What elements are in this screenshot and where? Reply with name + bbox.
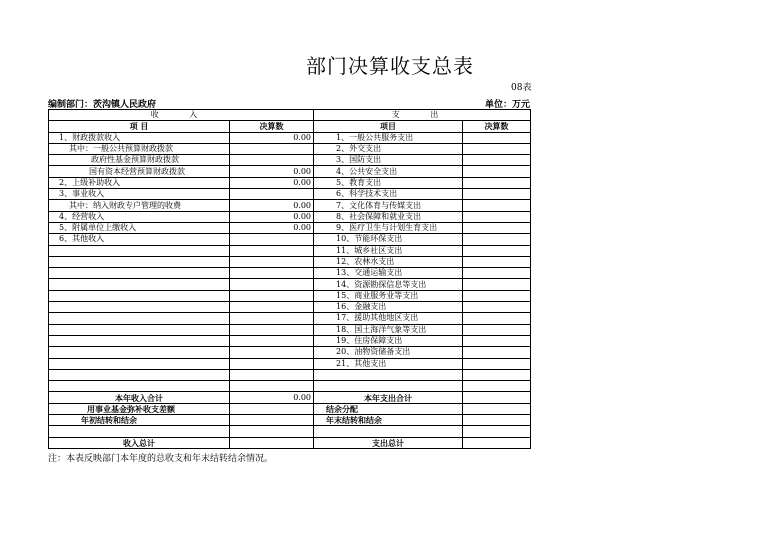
income-amount-cell: [230, 143, 314, 154]
expense-sum-label: 支出总计: [314, 437, 463, 448]
section-expense: 支 出: [314, 110, 531, 121]
income-item-cell: 国有资本经营预算财政拨款: [49, 166, 230, 177]
expense-item-cell: 13、交通运输支出: [314, 268, 463, 279]
expense-item-cell: 7、文化体育与传媒支出: [314, 200, 463, 211]
expense-amount-cell: [463, 313, 531, 324]
expense-amount-cell: [463, 290, 531, 301]
section-row: [49, 110, 531, 121]
org-label: 编制部门：: [48, 100, 94, 110]
total-row: [49, 426, 531, 437]
income-item-cell: 6、其他收入: [49, 234, 230, 245]
income-item-cell: 5、附属单位上缴收入: [49, 222, 230, 233]
fund-gap-value: [230, 403, 314, 414]
table-row: [49, 222, 531, 233]
unit-label: 单位：万元: [484, 100, 530, 110]
income-item-cell: [49, 358, 230, 369]
expense-item-cell: 21、其他支出: [314, 358, 463, 369]
income-sum-label: 收入总计: [49, 437, 230, 448]
table-row: [49, 302, 531, 313]
income-amount-cell: [230, 302, 314, 313]
expense-amount-cell: [463, 347, 531, 358]
expense-item-cell: 4、公共安全支出: [314, 166, 463, 177]
expense-item-cell: 16、金融支出: [314, 302, 463, 313]
expense-amount-cell: [463, 177, 531, 188]
begin-balance-label: 年初结转和结余: [49, 415, 230, 426]
income-item-cell: [49, 302, 230, 313]
table-row: [49, 132, 531, 143]
income-amount-cell: [230, 358, 314, 369]
income-amount-cell: 0.00: [230, 166, 314, 177]
surplus-label: 结余分配: [314, 403, 463, 414]
table-row: [49, 200, 531, 211]
total-row: [49, 437, 531, 448]
expense-amount-cell: [463, 245, 531, 256]
table-row: [49, 189, 531, 200]
expense-item-cell: [314, 381, 463, 392]
expense-amount-cell: [463, 335, 531, 346]
expense-amount-cell: [463, 256, 531, 267]
income-item-cell: 政府性基金预算财政拨款: [49, 155, 230, 166]
expense-item-cell: 12、农林水支出: [314, 256, 463, 267]
expense-item-cell: 20、油物资储备支出: [314, 347, 463, 358]
income-item-cell: [49, 245, 230, 256]
total-row: [49, 392, 531, 403]
expense-item-cell: 11、城乡社区支出: [314, 245, 463, 256]
expense-amount-cell: [463, 132, 531, 143]
header-item: 项 目: [49, 121, 230, 132]
expense-amount-cell: [463, 369, 531, 380]
table-row: [49, 369, 531, 380]
total-row: [49, 403, 531, 414]
table-code: 08表: [511, 83, 532, 93]
income-amount-cell: 0.00: [230, 211, 314, 222]
income-item-cell: 其中：一般公共预算财政拨款: [49, 143, 230, 154]
income-item-cell: 其中：纳入财政专户管理的收费: [49, 200, 230, 211]
income-item-cell: [49, 268, 230, 279]
fund-gap-label: 用事业基金弥补收支差额: [49, 403, 230, 414]
expense-item-cell: 5、教育支出: [314, 177, 463, 188]
table-row: [49, 290, 531, 301]
table-row: [49, 335, 531, 346]
income-item-cell: [49, 279, 230, 290]
expense-amount-cell: [463, 211, 531, 222]
income-item-cell: [49, 335, 230, 346]
expense-amount-cell: [463, 268, 531, 279]
expense-item-cell: 19、住房保障支出: [314, 335, 463, 346]
expense-item-cell: 17、援助其他地区支出: [314, 313, 463, 324]
income-item-cell: [49, 347, 230, 358]
income-amount-cell: [230, 369, 314, 380]
expense-item-cell: 1、一般公共服务支出: [314, 132, 463, 143]
page-title: 部门决算收支总表: [306, 54, 474, 78]
income-item-cell: [49, 256, 230, 267]
expense-item-cell: 8、社会保障和就业支出: [314, 211, 463, 222]
table-row: [49, 256, 531, 267]
table-row: [49, 245, 531, 256]
expense-item-cell: [314, 369, 463, 380]
table-row: [49, 177, 531, 188]
expense-amount-cell: [463, 302, 531, 313]
income-amount-cell: 0.00: [230, 177, 314, 188]
expense-item-cell: 15、商业服务业等支出: [314, 290, 463, 301]
income-amount-cell: 0.00: [230, 132, 314, 143]
expense-amount-cell: [463, 381, 531, 392]
blank-cell: [314, 426, 463, 437]
blank-cell: [463, 426, 531, 437]
surplus-value: [463, 403, 531, 414]
income-amount-cell: [230, 234, 314, 245]
income-amount-cell: [230, 290, 314, 301]
income-item-cell: [49, 290, 230, 301]
table-row: [49, 155, 531, 166]
expense-amount-cell: [463, 222, 531, 233]
expense-amount-cell: [463, 324, 531, 335]
header-amount: 决算数: [230, 121, 314, 132]
income-item-cell: 1、财政拨款收入: [49, 132, 230, 143]
expense-amount-cell: [463, 358, 531, 369]
income-amount-cell: [230, 189, 314, 200]
income-total-value: 0.00: [230, 392, 314, 403]
table-row: [49, 313, 531, 324]
end-balance-value: [463, 415, 531, 426]
table-row: [49, 347, 531, 358]
header-exp-item: 项目: [314, 121, 463, 132]
section-income: 收 入: [49, 110, 314, 121]
table-row: [49, 211, 531, 222]
income-item-cell: [49, 369, 230, 380]
income-item-cell: 2、上级补助收入: [49, 177, 230, 188]
end-balance-label: 年末结转和结余: [314, 415, 463, 426]
table-row: [49, 166, 531, 177]
income-total-label: 本年收入合计: [49, 392, 230, 403]
income-item-cell: [49, 381, 230, 392]
expense-item-cell: 3、国防支出: [314, 155, 463, 166]
income-amount-cell: [230, 381, 314, 392]
table-body: [49, 110, 531, 449]
expense-item-cell: 6、科学技术支出: [314, 189, 463, 200]
income-amount-cell: 0.00: [230, 200, 314, 211]
income-item-cell: 3、事业收入: [49, 189, 230, 200]
expense-amount-cell: [463, 166, 531, 177]
income-amount-cell: [230, 324, 314, 335]
income-amount-cell: [230, 268, 314, 279]
org-name: 茨沟镇人民政府: [93, 100, 157, 110]
income-amount-cell: [230, 155, 314, 166]
blank-cell: [230, 426, 314, 437]
expense-amount-cell: [463, 279, 531, 290]
table-row: [49, 234, 531, 245]
expense-item-cell: 18、国土海洋气象等支出: [314, 324, 463, 335]
table-row: [49, 324, 531, 335]
table-row: [49, 268, 531, 279]
income-amount-cell: [230, 245, 314, 256]
expense-amount-cell: [463, 143, 531, 154]
income-amount-cell: [230, 313, 314, 324]
expense-item-cell: 9、医疗卫生与计划生育支出: [314, 222, 463, 233]
expense-item-cell: 10、节能环保支出: [314, 234, 463, 245]
expense-sum-value: [463, 437, 531, 448]
income-item-cell: 4、经营收入: [49, 211, 230, 222]
budget-table: [48, 109, 531, 449]
income-amount-cell: [230, 347, 314, 358]
income-item-cell: [49, 313, 230, 324]
table-row: [49, 358, 531, 369]
income-sum-value: [230, 437, 314, 448]
table-row: [49, 143, 531, 154]
footnote: 注：本表反映部门本年度的总收支和年末结转结余情况。: [48, 454, 274, 464]
expense-amount-cell: [463, 200, 531, 211]
income-amount-cell: [230, 256, 314, 267]
table-row: [49, 279, 531, 290]
expense-total-value: [463, 392, 531, 403]
income-amount-cell: [230, 335, 314, 346]
blank-cell: [49, 426, 230, 437]
table-row: [49, 381, 531, 392]
expense-amount-cell: [463, 234, 531, 245]
header-exp-amount: 决算数: [463, 121, 531, 132]
header-row: [49, 121, 531, 132]
total-row: [49, 415, 531, 426]
income-item-cell: [49, 324, 230, 335]
income-amount-cell: [230, 279, 314, 290]
expense-amount-cell: [463, 155, 531, 166]
expense-item-cell: 2、外交支出: [314, 143, 463, 154]
expense-total-label: 本年支出合计: [314, 392, 463, 403]
begin-balance-value: [230, 415, 314, 426]
expense-amount-cell: [463, 189, 531, 200]
income-amount-cell: 0.00: [230, 222, 314, 233]
expense-item-cell: 14、资源勘探信息等支出: [314, 279, 463, 290]
